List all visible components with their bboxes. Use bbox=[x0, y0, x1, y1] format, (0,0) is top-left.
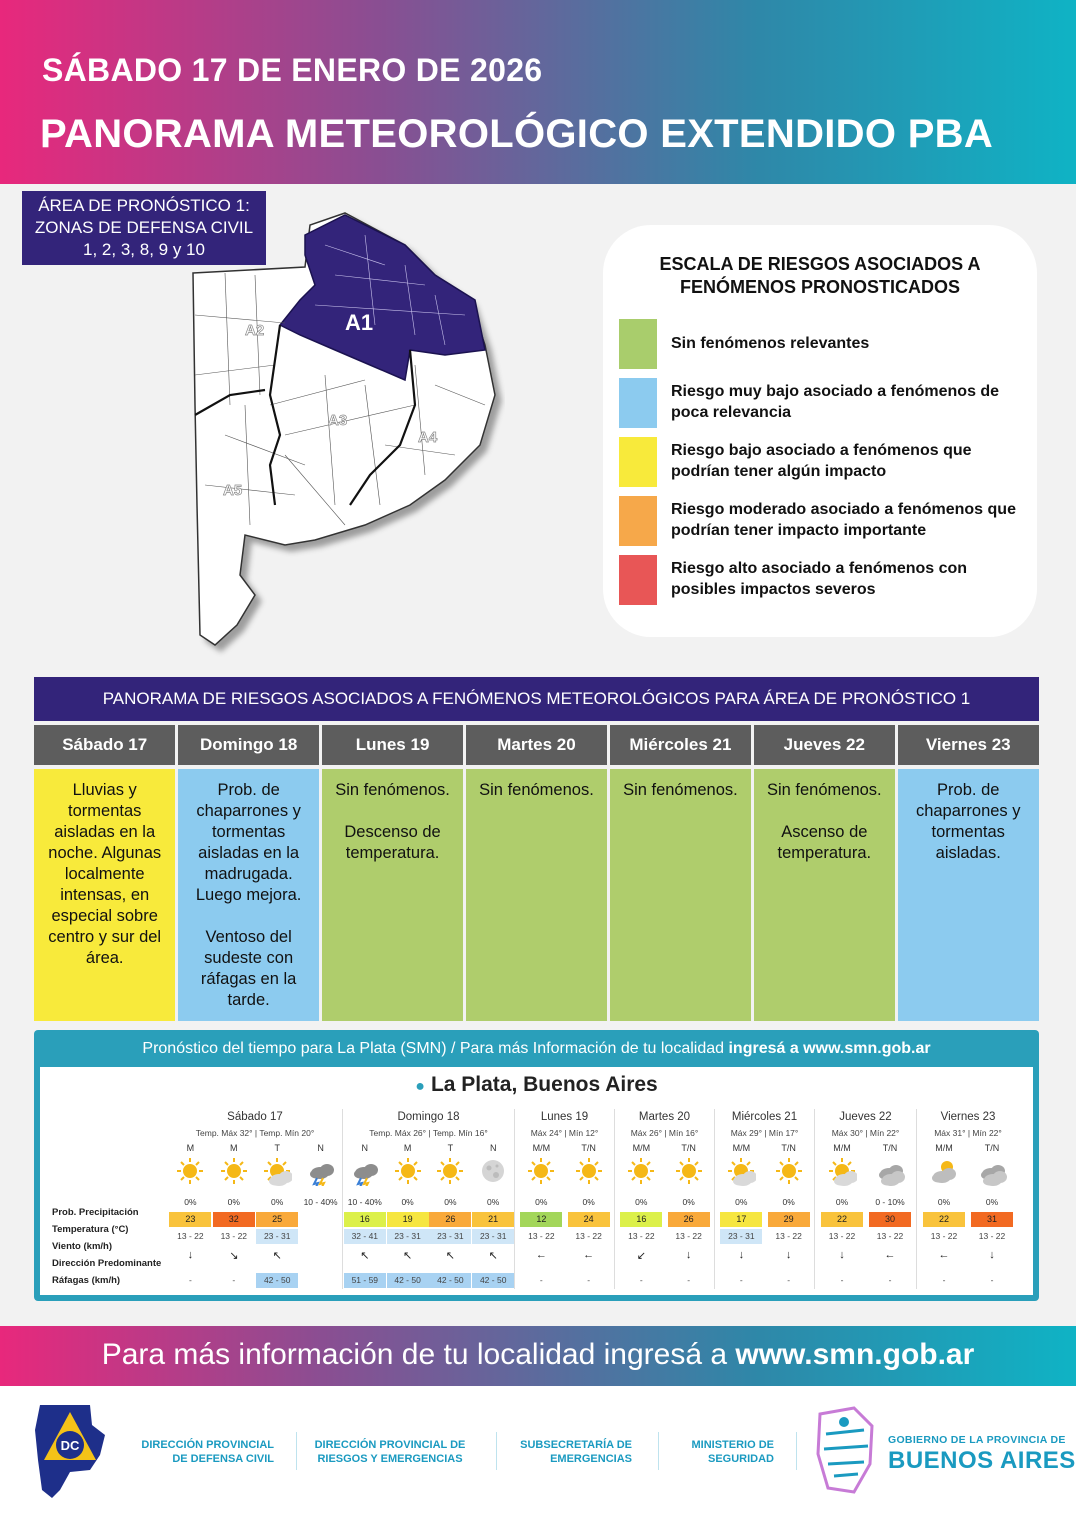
wind-direction-arrow: ↖ bbox=[488, 1250, 498, 1262]
forecast-period bbox=[720, 1109, 762, 1289]
precip-prob: 0% bbox=[835, 1197, 849, 1207]
divider bbox=[796, 1432, 797, 1470]
location-name: La Plata, Buenos Aires bbox=[430, 1073, 658, 1096]
wind-direction-arrow: ↓ bbox=[839, 1249, 845, 1261]
gust-value: 42 - 50 bbox=[429, 1273, 471, 1288]
gust-value: - bbox=[787, 1275, 791, 1285]
forecast-day bbox=[715, 1109, 815, 1289]
moon-icon bbox=[478, 1156, 508, 1186]
sun-icon bbox=[574, 1156, 604, 1186]
legend-item-very-low bbox=[619, 378, 1029, 428]
temperature-cell: 12 bbox=[520, 1212, 562, 1227]
day-column bbox=[610, 725, 751, 1021]
risk-scale-legend bbox=[603, 225, 1037, 637]
legend-item-moderate bbox=[619, 496, 1029, 546]
gov-pba-brand: GOBIERNO DE LA PROVINCIA DE BUENOS AIRES bbox=[888, 1434, 1076, 1474]
area-label-line3: 1, 2, 3, 8, 9 y 10 bbox=[83, 240, 205, 259]
forecast-period bbox=[472, 1109, 514, 1289]
sun-icon bbox=[774, 1156, 804, 1186]
forecast-day-name: Viernes 23 bbox=[940, 1111, 996, 1123]
day-column bbox=[898, 725, 1039, 1021]
legend-item-label: Riesgo bajo asociado a fenómenos que podrían tener algún impacto bbox=[671, 442, 972, 480]
temperature-cell: 22 bbox=[923, 1212, 965, 1227]
forecast-period bbox=[869, 1109, 911, 1289]
day-name: Viernes 23 bbox=[898, 725, 1039, 765]
day-name: Martes 20 bbox=[466, 725, 607, 765]
legend-item-none bbox=[619, 319, 1029, 369]
wind-range: 13 - 22 bbox=[828, 1231, 856, 1241]
page-title: PANORAMA METEOROLÓGICO EXTENDIDO PBA bbox=[40, 112, 994, 156]
gust-value: - bbox=[232, 1275, 236, 1285]
forecast-day-temps: Temp. Máx 26° | Temp. Mín 16° bbox=[369, 1128, 488, 1138]
day-name: Jueves 22 bbox=[754, 725, 895, 765]
temperature-cell: 16 bbox=[620, 1212, 662, 1227]
row-label-wind: Viento (km/h) bbox=[52, 1241, 112, 1252]
panorama-title: PANORAMA DE RIESGOS ASOCIADOS A FENÓMENOS METEOROLÓGICOS PARA ÁREA DE PRONÓSTICO 1 bbox=[34, 677, 1039, 721]
gust-value: - bbox=[188, 1275, 192, 1285]
wind-direction-arrow: ← bbox=[938, 1249, 950, 1261]
forecast-day-temps: Máx 24° | Mín 12° bbox=[530, 1128, 599, 1138]
forecast-period bbox=[668, 1109, 710, 1289]
forecast-day-name: Jueves 22 bbox=[839, 1111, 892, 1123]
forecast-day bbox=[168, 1109, 343, 1289]
day-description: Sin fenómenos. Descenso de temperatura. bbox=[322, 769, 463, 1021]
precip-prob: 0% bbox=[635, 1197, 648, 1207]
period-label: N bbox=[317, 1143, 324, 1153]
forecast-period bbox=[256, 1109, 298, 1289]
wind-range: 13 - 22 bbox=[675, 1231, 702, 1241]
forecast-day bbox=[917, 1109, 1019, 1289]
legend-swatch bbox=[619, 319, 657, 369]
legend-title: ESCALA DE RIESGOS ASOCIADOS A FENÓMENOS PRONOSTICADOS bbox=[659, 254, 981, 297]
storm-icon bbox=[350, 1156, 380, 1186]
cloud-icon bbox=[875, 1156, 905, 1186]
wind-direction-arrow: ↖ bbox=[360, 1250, 370, 1262]
gust-value: - bbox=[739, 1275, 743, 1285]
day-column bbox=[34, 725, 175, 1021]
footer-link[interactable]: www.smn.gob.ar bbox=[735, 1338, 975, 1371]
divider bbox=[296, 1432, 297, 1470]
forecast-period bbox=[213, 1109, 255, 1289]
wind-range: 23 - 31 bbox=[387, 1229, 429, 1244]
period-label: N bbox=[489, 1143, 497, 1153]
forecast-period bbox=[821, 1109, 863, 1289]
wind-direction-arrow: ↙ bbox=[636, 1250, 646, 1262]
gust-value: - bbox=[587, 1275, 591, 1285]
sun-icon bbox=[219, 1156, 249, 1186]
storm-icon bbox=[306, 1156, 336, 1186]
temperature-cell: 21 bbox=[472, 1212, 514, 1227]
forecast-period bbox=[429, 1109, 471, 1289]
forecast-day-temps: Temp. Máx 32° | Temp. Mín 20° bbox=[195, 1128, 315, 1138]
gust-value: - bbox=[639, 1275, 643, 1285]
legend-item-label: Riesgo muy bajo asociado a fenómenos de poca relevancia bbox=[671, 383, 1000, 421]
smn-info-link[interactable]: ingresá a www.smn.gob.ar bbox=[728, 1040, 931, 1057]
org-ministerio: MINISTERIO DE SEGURIDAD bbox=[691, 1439, 774, 1465]
temperature-cell: 23 bbox=[169, 1212, 211, 1227]
gust-value: 42 - 50 bbox=[472, 1273, 514, 1288]
forecast-period bbox=[300, 1109, 342, 1289]
forecast-day bbox=[515, 1109, 615, 1289]
legend-swatch bbox=[619, 378, 657, 428]
province-map bbox=[185, 205, 505, 665]
sun-cloud-icon bbox=[262, 1156, 292, 1186]
precip-prob: 0% bbox=[782, 1197, 795, 1207]
day-description: Prob. de chaparrones y tormentas aisladas en la madrugada. Luego mejora. Ventoso del sudeste con ráfagas en la tarde. bbox=[178, 769, 319, 1021]
precip-prob: 0% bbox=[271, 1197, 284, 1207]
period-label: M/M bbox=[632, 1143, 651, 1153]
temperature-cell: 30 bbox=[869, 1212, 911, 1227]
precip-prob: 0% bbox=[735, 1197, 748, 1207]
day-column bbox=[754, 725, 895, 1021]
period-label: M bbox=[230, 1143, 238, 1153]
period-label: M/M bbox=[732, 1143, 751, 1153]
wind-range: 23 - 31 bbox=[256, 1229, 298, 1244]
forecast-day-temps: Máx 29° | Mín 17° bbox=[730, 1128, 799, 1138]
forecast-period bbox=[620, 1109, 662, 1289]
day-description: Sin fenómenos. bbox=[610, 769, 751, 1021]
day-column bbox=[322, 725, 463, 1021]
period-label: T/N bbox=[984, 1143, 1000, 1153]
forecast-day-temps: Máx 30° | Mín 22° bbox=[831, 1128, 900, 1138]
forecast-day-temps: Máx 31° | Mín 22° bbox=[934, 1128, 1002, 1138]
gust-value: - bbox=[539, 1275, 543, 1285]
forecast-period bbox=[768, 1109, 810, 1289]
forecast-day-temps: Máx 26° | Mín 16° bbox=[630, 1128, 699, 1138]
org-defensa-civil: DIRECCIÓN PROVINCIAL DE DEFENSA CIVIL bbox=[141, 1439, 274, 1465]
precip-prob: 0 - 10% bbox=[875, 1197, 905, 1207]
org-subsecretaria: SUBSECRETARÍA DE EMERGENCIAS bbox=[520, 1439, 632, 1465]
gust-value: - bbox=[687, 1275, 691, 1285]
wind-direction-arrow: ↓ bbox=[785, 1249, 792, 1261]
day-column bbox=[466, 725, 607, 1021]
precip-prob: 0% bbox=[401, 1197, 414, 1207]
temperature-cell: 17 bbox=[720, 1212, 762, 1227]
wind-direction-arrow: ← bbox=[583, 1249, 595, 1261]
wind-direction-arrow: ↖ bbox=[445, 1250, 455, 1262]
wind-range: 13 - 22 bbox=[575, 1231, 602, 1241]
wind-direction-arrow: ↓ bbox=[989, 1249, 995, 1261]
legend-item-low bbox=[619, 437, 1029, 487]
precip-prob: 0% bbox=[184, 1197, 197, 1207]
temperature-cell: 19 bbox=[387, 1212, 429, 1227]
period-label: T bbox=[274, 1143, 280, 1153]
precip-prob: 0% bbox=[582, 1197, 595, 1207]
forecast-days bbox=[168, 1109, 1023, 1289]
pba-coat-icon bbox=[814, 1404, 878, 1496]
temperature-cell: 25 bbox=[256, 1212, 298, 1227]
wind-range: 13 - 22 bbox=[177, 1231, 204, 1241]
gust-value: - bbox=[840, 1275, 844, 1285]
wind-range: 23 - 31 bbox=[720, 1229, 762, 1244]
legend-item-label: Riesgo moderado asociado a fenómenos que podrían tener impacto importante bbox=[671, 501, 1016, 539]
precip-prob: 0% bbox=[985, 1197, 999, 1207]
cloud-sun-icon bbox=[929, 1156, 959, 1186]
forecast-day-name: Domingo 18 bbox=[397, 1111, 460, 1123]
sun-icon bbox=[435, 1156, 465, 1186]
smn-forecast-panel bbox=[40, 1067, 1033, 1295]
period-label: T/N bbox=[681, 1143, 696, 1153]
precip-prob: 0% bbox=[487, 1197, 500, 1207]
period-label: T/N bbox=[882, 1143, 898, 1153]
period-label: M/M bbox=[833, 1143, 851, 1153]
forecast-day bbox=[815, 1109, 917, 1289]
org-riesgos: DIRECCIÓN PROVINCIAL DE RIESGOS Y EMERGENCIAS bbox=[314, 1439, 466, 1465]
wind-range: 13 - 22 bbox=[220, 1231, 248, 1241]
area-label-line1: ÁREA DE PRONÓSTICO 1: bbox=[38, 196, 250, 215]
period-label: N bbox=[361, 1143, 369, 1153]
wind-direction-arrow: ↓ bbox=[738, 1249, 745, 1261]
wind-range: 13 - 22 bbox=[930, 1231, 958, 1241]
logos-bar bbox=[0, 1386, 1076, 1522]
gust-value: - bbox=[888, 1275, 892, 1285]
legend-item-label: Sin fenómenos relevantes bbox=[671, 335, 870, 352]
map-label-a5: A5 bbox=[223, 482, 243, 499]
period-label: M/M bbox=[532, 1143, 551, 1153]
temperature-cell: 26 bbox=[429, 1212, 471, 1227]
precip-prob: 0% bbox=[682, 1197, 695, 1207]
smn-info-bar bbox=[34, 1030, 1039, 1068]
legend-item-high bbox=[619, 555, 1029, 605]
forecast-day bbox=[615, 1109, 715, 1289]
wind-direction-arrow: ← bbox=[884, 1249, 896, 1261]
wind-range: 13 - 22 bbox=[978, 1231, 1006, 1241]
temperature-cell: 31 bbox=[971, 1212, 1013, 1227]
wind-direction-arrow: ↓ bbox=[685, 1249, 692, 1261]
temperature-cell: 32 bbox=[213, 1212, 255, 1227]
wind-direction-arrow: ↖ bbox=[402, 1250, 413, 1262]
forecast-period bbox=[971, 1109, 1013, 1289]
period-label: T bbox=[447, 1143, 454, 1153]
row-label-direction: Dirección Predominante bbox=[52, 1258, 162, 1269]
wind-range: 13 - 22 bbox=[628, 1231, 655, 1241]
row-label-temperature: Temperatura (°C) bbox=[52, 1224, 129, 1235]
sun-icon bbox=[175, 1156, 205, 1186]
wind-range: 32 - 41 bbox=[344, 1229, 386, 1244]
forecast-day bbox=[343, 1109, 515, 1289]
wind-range: 13 - 22 bbox=[528, 1231, 555, 1241]
forecast-day-name: Martes 20 bbox=[638, 1111, 691, 1123]
wind-direction-arrow: ← bbox=[535, 1249, 547, 1261]
day-name: Sábado 17 bbox=[34, 725, 175, 765]
day-description: Sin fenómenos. Ascenso de temperatura. bbox=[754, 769, 895, 1021]
svg-text:DC: DC bbox=[60, 1438, 80, 1453]
day-name: Miércoles 21 bbox=[610, 725, 751, 765]
temperature-cell: 26 bbox=[668, 1212, 710, 1227]
temperature-cell: 16 bbox=[344, 1212, 386, 1227]
gust-value: 51 - 59 bbox=[344, 1273, 386, 1288]
gust-value: 42 - 50 bbox=[256, 1273, 298, 1288]
cloud-icon bbox=[977, 1156, 1007, 1186]
period-label: T/N bbox=[581, 1143, 596, 1153]
precip-prob: 0% bbox=[535, 1197, 548, 1207]
smn-info-text: Pronóstico del tiempo para La Plata (SMN) / Para más Información de tu localidad bbox=[142, 1040, 729, 1057]
area-label-line2: ZONAS DE DEFENSA CIVIL bbox=[34, 218, 254, 237]
precip-prob: 10 - 40% bbox=[303, 1197, 338, 1207]
date-heading: SÁBADO 17 DE ENERO DE 2026 bbox=[42, 52, 543, 88]
forecast-day-name: Lunes 19 bbox=[540, 1111, 589, 1123]
map-label-a3: A3 bbox=[328, 412, 348, 429]
period-label: M bbox=[186, 1143, 195, 1153]
period-label: M bbox=[403, 1143, 412, 1153]
legend-swatch bbox=[619, 555, 657, 605]
sun-icon bbox=[526, 1156, 556, 1186]
day-name: Lunes 19 bbox=[322, 725, 463, 765]
period-label: M/M bbox=[935, 1143, 953, 1153]
defensa-civil-logo bbox=[30, 1400, 112, 1500]
precip-prob: 10 - 40% bbox=[347, 1197, 382, 1207]
map-label-a1: A1 bbox=[345, 310, 374, 335]
row-label-precip: Prob. Precipitación bbox=[52, 1207, 139, 1218]
precip-prob: 0% bbox=[227, 1197, 240, 1207]
divider bbox=[496, 1432, 497, 1470]
map-label-a4: A4 bbox=[418, 429, 438, 446]
day-description: Lluvias y tormentas aisladas en la noche. Algunas localmente intensas, en especial sobre centro y sur del área. bbox=[34, 769, 175, 1021]
forecast-day-name: Miércoles 21 bbox=[731, 1111, 798, 1123]
sun-icon bbox=[626, 1156, 656, 1186]
forecast-period bbox=[387, 1109, 429, 1289]
day-description: Prob. de chaparrones y tormentas aisladas. bbox=[898, 769, 1039, 1021]
sun-cloud-icon bbox=[827, 1156, 857, 1186]
location-pin-icon: ● bbox=[415, 1078, 425, 1095]
wind-range: 23 - 31 bbox=[472, 1229, 514, 1244]
day-name: Domingo 18 bbox=[178, 725, 319, 765]
sun-cloud-icon bbox=[726, 1156, 756, 1186]
forecast-day-name: Sábado 17 bbox=[227, 1111, 283, 1123]
row-label-gusts: Ráfagas (km/h) bbox=[52, 1275, 121, 1286]
gust-value: 42 - 50 bbox=[387, 1273, 429, 1288]
legend-swatch bbox=[619, 496, 657, 546]
wind-direction-arrow: ↓ bbox=[187, 1249, 194, 1261]
wind-range: 13 - 22 bbox=[775, 1231, 802, 1241]
wind-direction-arrow: ↖ bbox=[272, 1250, 282, 1262]
gust-value: - bbox=[990, 1275, 994, 1285]
gust-value: - bbox=[942, 1275, 946, 1285]
wind-direction-arrow: ↘ bbox=[229, 1250, 239, 1262]
header-banner bbox=[0, 0, 1076, 184]
day-column bbox=[178, 725, 319, 1021]
smn-forecast-section bbox=[34, 1030, 1039, 1301]
wind-range: 13 - 22 bbox=[876, 1231, 904, 1241]
temperature-cell: 22 bbox=[821, 1212, 863, 1227]
divider bbox=[658, 1432, 659, 1470]
forecast-period bbox=[520, 1109, 562, 1289]
precip-prob: 0% bbox=[937, 1197, 951, 1207]
forecast-period bbox=[169, 1109, 211, 1289]
period-label: T/N bbox=[781, 1143, 796, 1153]
risk-panorama-table bbox=[34, 677, 1039, 1021]
temperature-cell: 24 bbox=[568, 1212, 610, 1227]
forecast-period bbox=[923, 1109, 965, 1289]
legend-item-label: Riesgo alto asociado a fenómenos con posibles impactos severos bbox=[671, 560, 968, 598]
forecast-period bbox=[568, 1109, 610, 1289]
precip-prob: 0% bbox=[444, 1197, 457, 1207]
day-description: Sin fenómenos. bbox=[466, 769, 607, 1021]
legend-swatch bbox=[619, 437, 657, 487]
wind-range: 23 - 31 bbox=[429, 1229, 471, 1244]
temperature-cell: 29 bbox=[768, 1212, 810, 1227]
forecast-period bbox=[344, 1109, 386, 1289]
sun-icon bbox=[393, 1156, 423, 1186]
footer-band bbox=[0, 1326, 1076, 1386]
footer-text: Para más información de tu localidad ingresá a www.smn.gob.ar bbox=[101, 1338, 975, 1371]
panorama-days bbox=[34, 725, 1039, 1021]
location-title bbox=[40, 1073, 1033, 1097]
sun-icon bbox=[674, 1156, 704, 1186]
map-label-a2: A2 bbox=[245, 322, 265, 339]
